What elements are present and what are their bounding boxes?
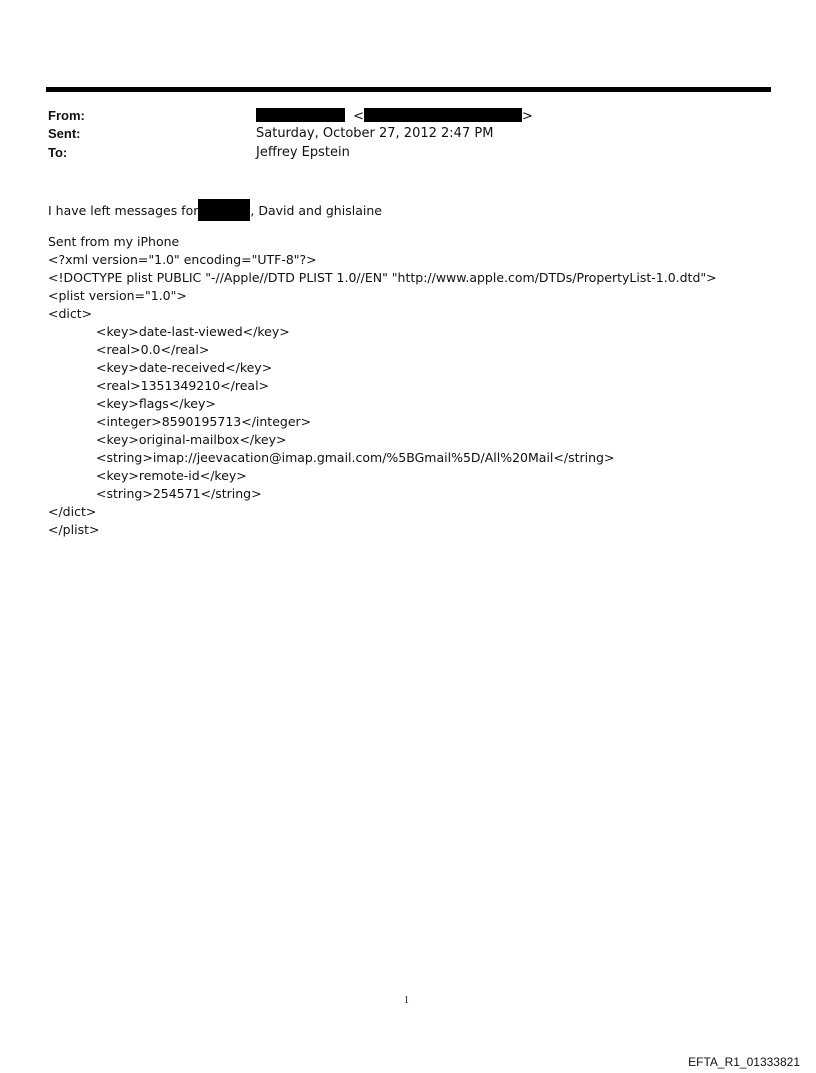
plist-entry: <key>flags</key> (96, 396, 216, 411)
from-close-bracket: > (522, 109, 533, 124)
plist-close-tag: </plist> (48, 522, 100, 537)
plist-entry: <key>date-received</key> (96, 360, 273, 375)
signature: Sent from my iPhone (48, 234, 180, 249)
redaction-block (364, 108, 522, 122)
dict-open-tag: <dict> (48, 306, 93, 321)
message-text-before: I have left messages for (48, 203, 199, 218)
to-value: Jeffrey Epstein (256, 145, 350, 160)
plist-entry: <real>0.0</real> (96, 342, 210, 357)
redaction-block (198, 199, 250, 221)
dict-close-tag: </dict> (48, 504, 97, 519)
sent-label: Sent: (48, 126, 81, 141)
plist-open-tag: <plist version="1.0"> (48, 288, 187, 303)
message-line (48, 199, 382, 221)
plist-entry: <string>254571</string> (96, 486, 262, 501)
xml-declaration: <?xml version="1.0" encoding="UTF-8"?> (48, 252, 317, 267)
doctype-line: <!DOCTYPE plist PUBLIC "-//Apple//DTD PLIST 1.0//EN" "http://www.apple.com/DTDs/PropertyList-1.0.dtd"> (48, 270, 717, 285)
plist-entry: <key>remote-id</key> (96, 468, 247, 483)
redaction-block (256, 108, 345, 122)
from-open-bracket: < (353, 109, 365, 124)
message-text-after: , David and ghislaine (250, 203, 382, 218)
from-value (256, 108, 533, 125)
from-label: From: (48, 108, 85, 123)
plist-entry: <string>imap://jeevacation@imap.gmail.com/%5BGmail%5D/All%20Mail</string> (96, 450, 615, 465)
page-number: 1 (404, 995, 409, 1006)
bates-number: EFTA_R1_01333821 (688, 1055, 800, 1069)
sent-value: Saturday, October 27, 2012 2:47 PM (256, 126, 494, 141)
header-rule (46, 87, 771, 92)
to-label: To: (48, 145, 68, 160)
plist-entry: <integer>8590195713</integer> (96, 414, 312, 429)
plist-entry: <key>original-mailbox</key> (96, 432, 287, 447)
plist-entry: <real>1351349210</real> (96, 378, 270, 393)
plist-entry: <key>date-last-viewed</key> (96, 324, 290, 339)
